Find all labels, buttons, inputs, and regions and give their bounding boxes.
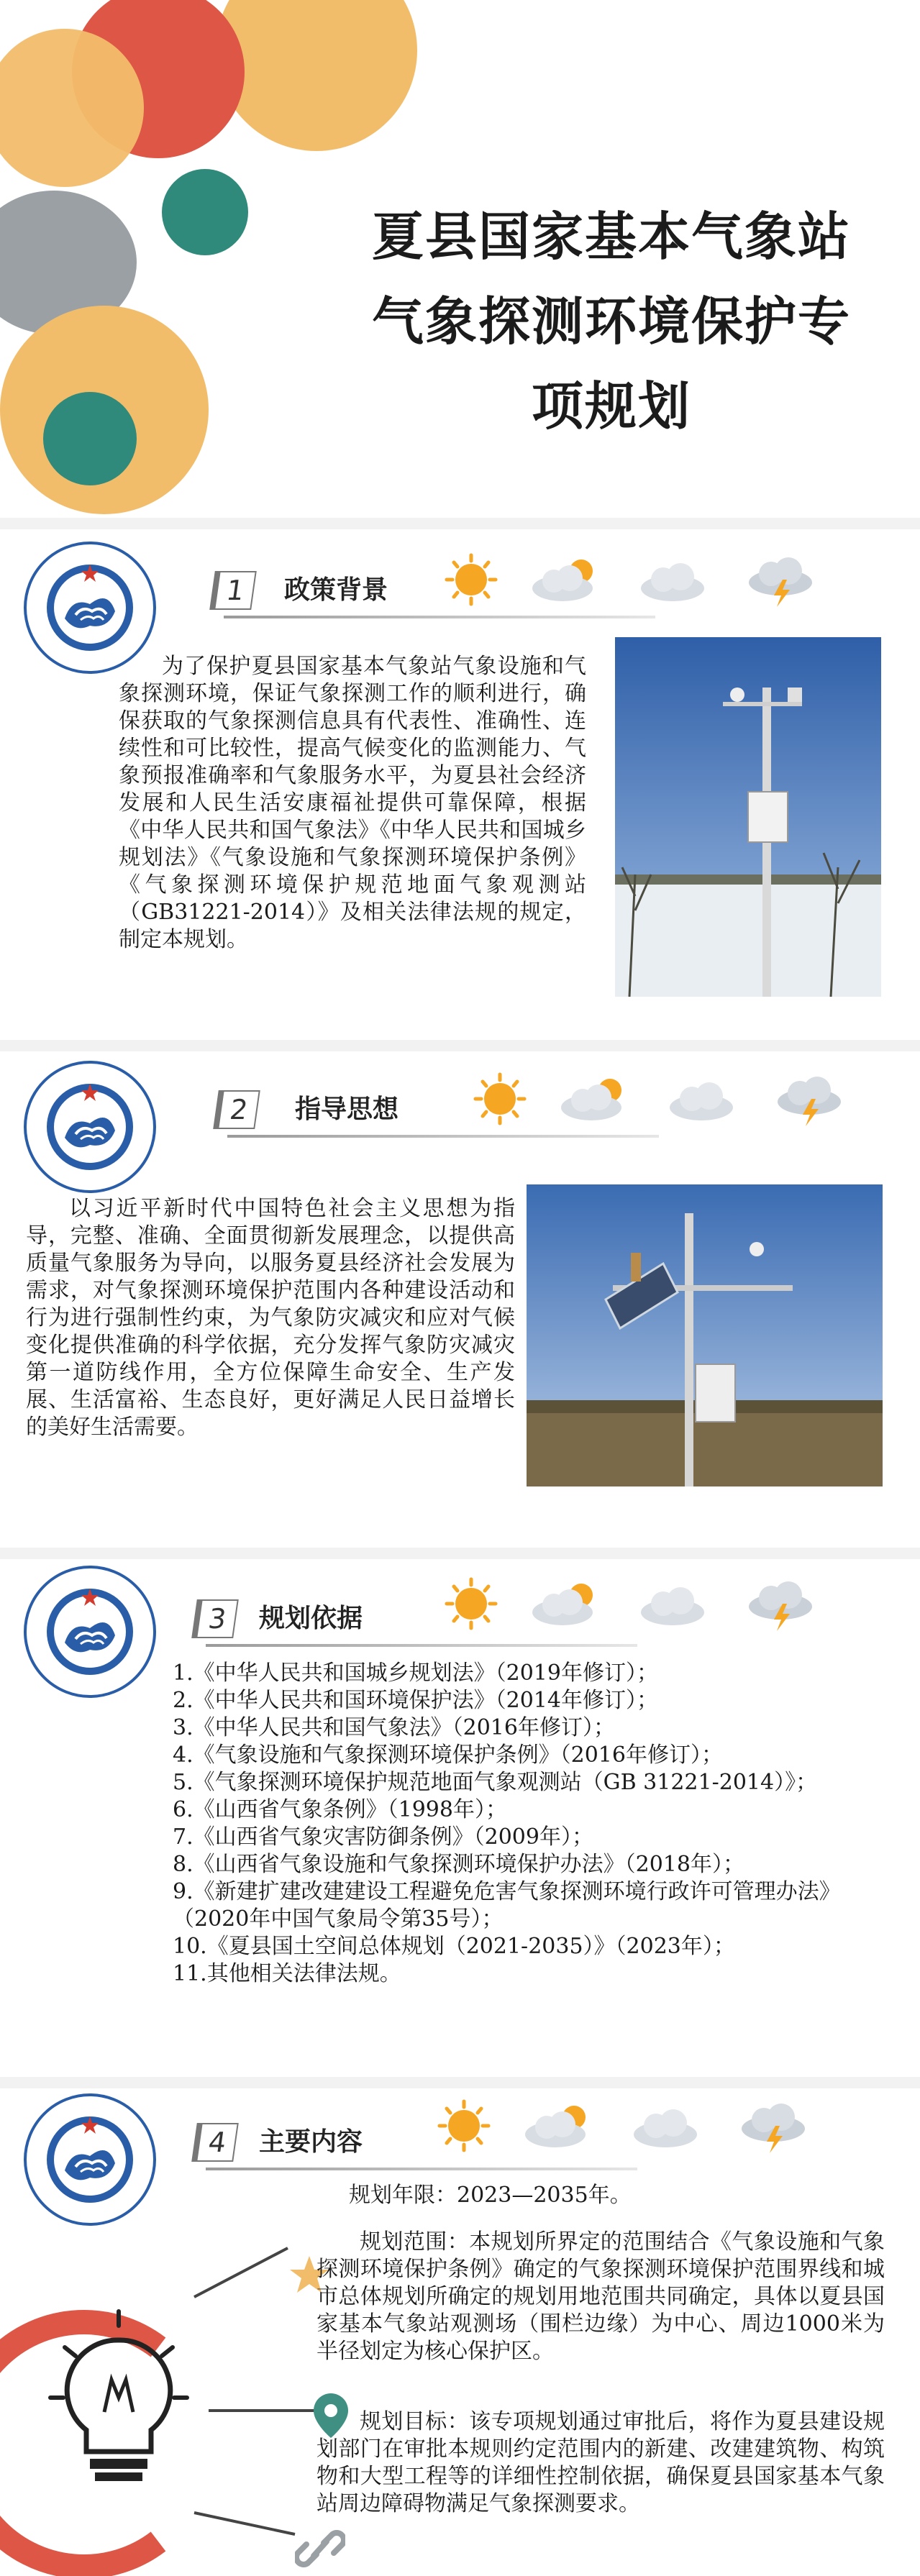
list-item: 11.其他相关法律法规。 [173,1961,401,1986]
list-item: 10.《夏县国土空间总体规划（2021-2035）》（2023年）； [173,1934,735,1959]
title-line-1: 夏县国家基本气象站 [371,206,851,267]
list-item: 7.《山西省气象灾害防御条例》（2009年）； [173,1824,593,1850]
partly-cloudy-icon [554,1070,633,1128]
section-divider [0,1548,920,1559]
section-title: 规划依据 [259,1604,363,1633]
page-title [316,194,906,449]
planning-scope: 规划范围：本规划所界定的范围结合《气象设施和气象探测环境保护条例》确定的气象探测环境保护范围界线和城市总体规划所确定的规划用地范围共同确定，具体以夏县国家基本气象站观测场（围栏边缘）为中心、周边1000米为半径划定为核心保护区。 [316,2229,885,2364]
list-item: 2.《中华人民共和国环境保护法》（2014年修订）； [173,1688,658,1713]
section-divider [0,1040,920,1051]
decor-circle-teal-bottom [43,392,137,485]
policy-text: 为了保护夏县国家基本气象站气象设施和气象探测环境，保证气象探测工作的顺利进行，确保获取的气象探测信息具有代表性、准确性、连续性和可比较性，提高气候变化的监测能力、气象预报准确率和气象服务水平，为夏县社会经济发展和人民生活安康福祉提供可靠保障，根据《中华人民共和国气象法》《中华人民共和国城乡规划法》《气象设施和气象探测环境保护条例》《气象探测环境保护规范地面气象观测站（GB31221-2014）》及相关法律法规的规定，制定本规划。 [119,654,586,952]
list-item: 4.《气象设施和气象探测环境保护条例》（2016年修订）； [173,1743,723,1768]
section-divider [0,518,920,529]
list-item: 6.《山西省气象条例》（1998年）； [173,1797,507,1822]
weather-icon-row [424,2097,827,2155]
weather-icon-row [432,551,834,608]
lightbulb-infographic [0,2182,338,2576]
section-main-content [0,2088,920,2576]
planning-goal: 规划目标：该专项规划通过审批后，将作为夏县建设规划部门在审批本规则约定范围内的新建、改建建筑物、构筑物和大型工程等的详细性控制依据，确保夏县国家基本气象站周边障碍物满足气象探测要求。 [316,2409,885,2516]
weather-icon-row [460,1070,863,1128]
section-number: 2 [213,1090,260,1129]
header-banner [0,0,920,518]
basis-list [173,1660,885,1988]
partly-cloudy-icon [525,551,604,608]
section-number: 1 [209,571,257,610]
thunderstorm-icon [741,551,820,608]
section-divider [0,2077,920,2088]
partly-cloudy-icon [525,1575,604,1632]
cma-logo [22,1059,158,1195]
thunderstorm-icon [770,1070,849,1128]
weather-station-photo-field [527,1184,883,1486]
weather-station-photo-winter [615,637,881,997]
list-item: 1.《中华人民共和国城乡规划法》（2019年修订）； [173,1661,658,1686]
title-line-2: 气象探测环境保护专 [371,291,851,352]
sun-icon [432,551,511,608]
section-underline [206,1644,637,1647]
section-title: 政策背景 [284,575,388,605]
list-item: 9.《新建扩建改建建设工程避免危害气象探测环境行政许可管理办法》（2020年中国气象局令第35号）； [173,1879,841,1932]
guiding-text: 以习近平新时代中国特色社会主义思想为指导，完整、准确、全面贯彻新发展理念，以提供高质量气象服务为导向，以服务夏县经济社会发展为需求，对气象探测环境保护范围内各种建设活动和行为进行强制性约束，为气象防灾减灾和应对气候变化提供准确的科学依据，充分发挥气象防灾减灾第一道防线作用，全方位保障生命安全、生产发展、生活富裕、生态良好，更好满足人民日益增长的美好生活需要。 [26,1196,515,1440]
weather-icon-row [432,1575,834,1632]
decor-circle-orange-large [216,0,417,151]
section-policy-background [0,529,920,1040]
section-underline [227,1135,659,1138]
list-item: 3.《中华人民共和国气象法》（2016年修订）； [173,1715,615,1740]
cloudy-icon [626,2097,705,2155]
title-line-3: 项规划 [531,376,691,437]
list-item: 8.《山西省气象设施和气象探测环境保护办法》（2018年）； [173,1852,744,1877]
planning-period: 规划年限：2023—2035年。 [349,2183,632,2208]
section-guiding-ideology [0,1051,920,1548]
section-underline [224,616,655,618]
sun-icon [432,1575,511,1632]
cma-logo [22,1563,158,1700]
sun-icon [424,2097,504,2155]
cloudy-icon [662,1070,741,1128]
thunderstorm-icon [734,2097,813,2155]
link-icon [295,2527,345,2570]
cloudy-icon [633,1575,712,1632]
section-title: 主要内容 [259,2127,363,2157]
sun-icon [460,1070,539,1128]
section-planning-basis [0,1559,920,2077]
section-number: 4 [191,2123,239,2162]
decor-circle-teal-small [162,169,248,255]
section-underline [206,2168,637,2170]
section-number: 3 [191,1599,239,1638]
partly-cloudy-icon [518,2097,597,2155]
section-title: 指导思想 [295,1095,399,1124]
thunderstorm-icon [741,1575,820,1632]
cloudy-icon [633,551,712,608]
list-item: 5.《气象探测环境保护规范地面气象观测站（GB 31221-2014）》； [173,1770,818,1795]
